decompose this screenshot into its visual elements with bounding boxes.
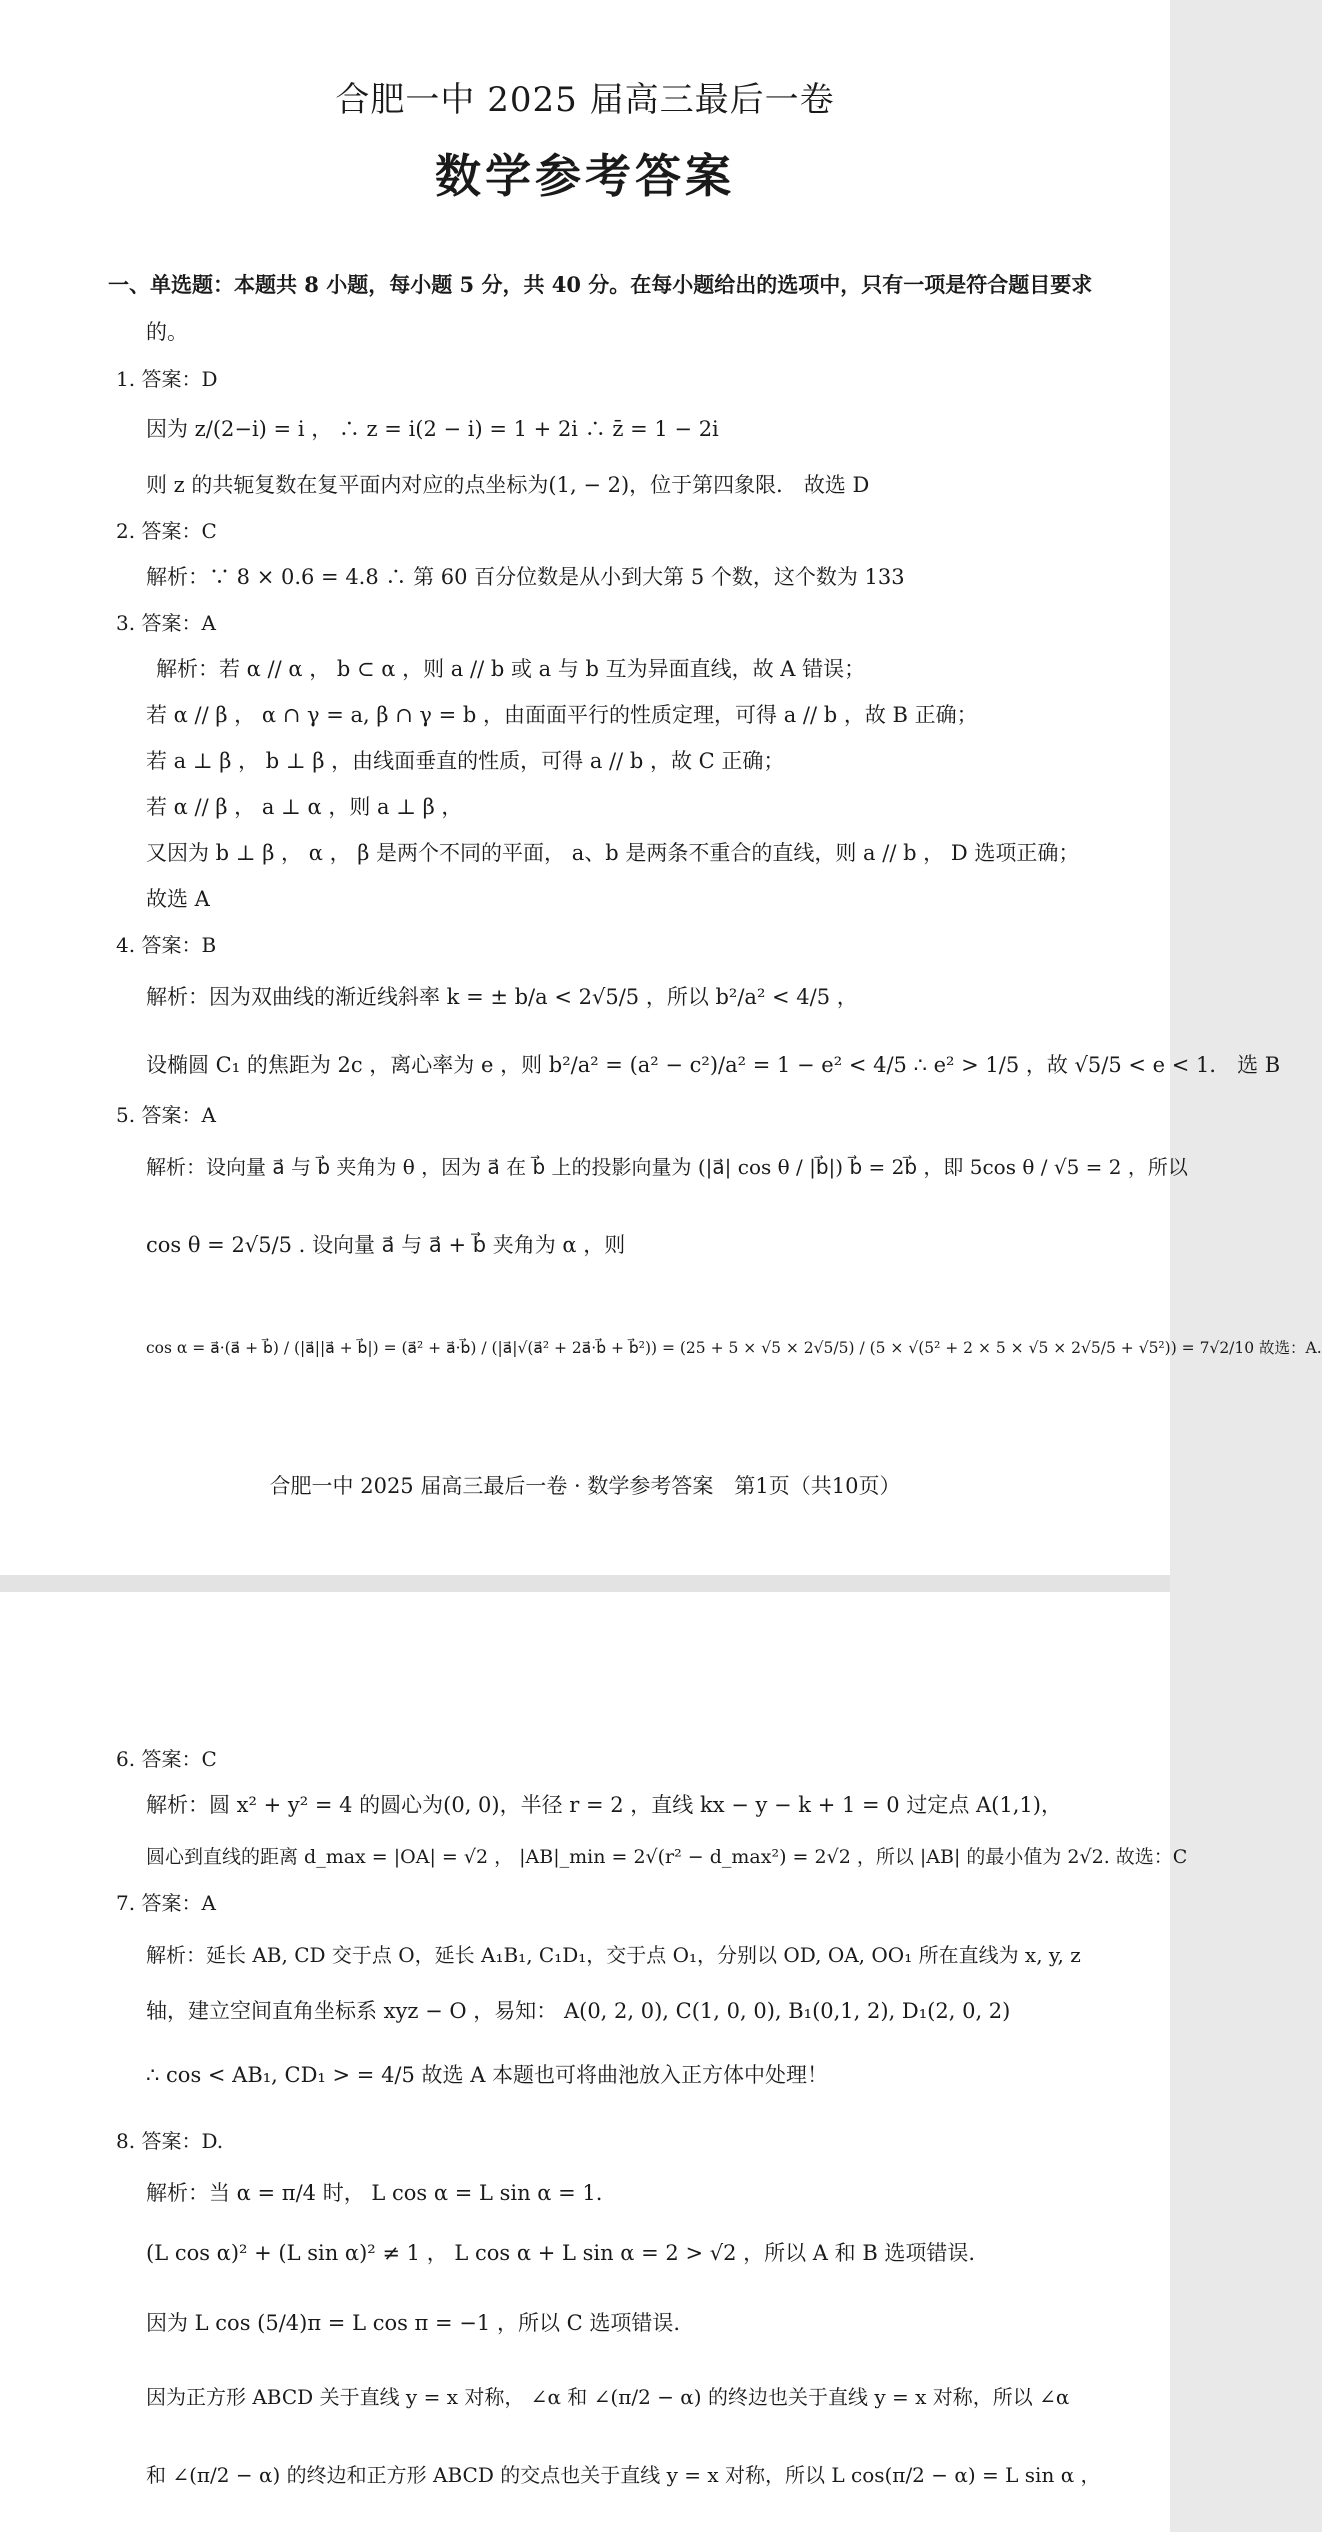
section-heading-line1: 一、单选题：本题共 8 小题，每小题 5 分，共 40 分。在每小题给出的选项中，只有一项是符合题目要求	[108, 272, 1093, 297]
q8-line3: 因为 L cos (5/4)π = L cos π = −1 ，所以 C 选项错误.	[146, 2311, 681, 2335]
q4-answer: 4. 答案：B	[116, 933, 217, 957]
page-footer: 合肥一中 2025 届高三最后一卷 · 数学参考答案 第1页（共10页）	[269, 1474, 901, 1498]
q3-line3: 若 a ⊥ β ， b ⊥ β ，由线面垂直的性质，可得 a // b ，故 C 正确；	[146, 749, 785, 773]
q7-line2: 轴，建立空间直角坐标系 xyz − O ，易知： A(0, 2, 0), C(1, 0, 0), B₁(0,1, 2), D₁(2, 0, 2)	[146, 1999, 1011, 2023]
q8-line2: (L cos α)² + (L sin α)² ≠ 1 ， L cos α + L sin α = 2 > √2 ，所以 A 和 B 选项错误.	[146, 2241, 976, 2265]
q3-line6: 故选 A	[146, 887, 210, 911]
page-gap	[0, 1575, 1170, 1592]
q5-line2: cos θ = 2√5/5 . 设向量 a⃗ 与 a⃗ + b⃗ 夹角为 α ，则	[146, 1233, 626, 1257]
exam-title: 合肥一中 2025 届高三最后一卷	[335, 80, 835, 120]
q4-line2: 设椭圆 C₁ 的焦距为 2c ，离心率为 e ，则 b²/a² = (a² − c²)/a² = 1 − e² < 4/5 ∴ e² > 1/5 ，故 √5/5 < e < 1． 选 B	[146, 1053, 1281, 1077]
q8-line4: 因为正方形 ABCD 关于直线 y = x 对称， ∠α 和 ∠(π/2 − α) 的终边也关于直线 y = x 对称，所以 ∠α	[146, 2385, 1070, 2409]
q5-line1: 解析：设向量 a⃗ 与 b⃗ 夹角为 θ ，因为 a⃗ 在 b⃗ 上的投影向量为 (|a⃗| cos θ / |b⃗|) b⃗ = 2b⃗ ，即 5cos θ / √5 = 2 ，所以	[146, 1155, 1188, 1179]
q4-line1: 解析：因为双曲线的渐近线斜率 k = ± b/a < 2√5/5 ，所以 b²/a² < 4/5 ，	[146, 985, 858, 1009]
q2-line1: 解析：∵ 8 × 0.6 = 4.8 ∴ 第 60 百分位数是从小到大第 5 个数，这个数为 133	[146, 565, 905, 589]
q6-answer: 6. 答案：C	[116, 1747, 217, 1771]
q6-line1: 解析：圆 x² + y² = 4 的圆心为(0, 0)，半径 r = 2 ，直线 kx − y − k + 1 = 0 过定点 A(1,1)，	[146, 1793, 1062, 1817]
q7-answer: 7. 答案：A	[116, 1891, 216, 1915]
page-2	[0, 1592, 1188, 2532]
q5-answer: 5. 答案：A	[116, 1103, 216, 1127]
q7-line3: ∴ cos < AB₁, CD₁ > = 4/5 故选 A 本题也可将曲池放入正方体中处理！	[146, 2063, 829, 2087]
section-heading-line2: 的。	[146, 320, 188, 344]
q3-line4: 若 α // β ， a ⊥ α ，则 a ⊥ β ，	[146, 795, 463, 819]
q3-answer: 3. 答案：A	[116, 611, 216, 635]
q1-answer: 1. 答案：D	[116, 367, 218, 391]
q8-line1: 解析：当 α = π/4 时， L cos α = L sin α = 1.	[146, 2181, 603, 2205]
q3-line1: 解析：若 α // α ， b ⊂ α ，则 a // b 或 a 与 b 互为异面直线，故 A 错误；	[156, 657, 866, 681]
document-subtitle: 数学参考答案	[435, 149, 735, 203]
q1-line1: 因为 z/(2−i) = i ， ∴ z = i(2 − i) = 1 + 2i ∴ z̄ = 1 − 2i	[146, 417, 719, 441]
q3-line5: 又因为 b ⊥ β ， α ， β 是两个不同的平面， a、b 是两条不重合的直线，则 a // b ， D 选项正确；	[146, 841, 1080, 865]
q2-answer: 2. 答案：C	[116, 519, 217, 543]
q6-line2: 圆心到直线的距离 d_max = |OA| = √2 ， |AB|_min = 2√(r² − d_max²) = 2√2 ，所以 |AB| 的最小值为 2√2. 故选：C	[146, 1846, 1188, 1868]
q7-line1: 解析：延长 AB, CD 交于点 O，延长 A₁B₁, C₁D₁，交于点 O₁，分别以 OD, OA, OO₁ 所在直线为 x, y, z	[146, 1943, 1081, 1967]
q1-line2: 则 z 的共轭复数在复平面内对应的点坐标为(1, − 2)，位于第四象限． 故选 D	[146, 473, 870, 497]
q5-line3: cos α = a⃗·(a⃗ + b⃗) / (|a⃗||a⃗ + b⃗|) = (a⃗² + a⃗·b⃗) / (|a⃗|√(a⃗² + 2a⃗·b⃗ + b⃗²)) = (25 + 5 × √5 × 2√5/5) / (5 × √(5² + 2 × 5 × √5 × 2√5/5 + √5²)) = 7√2/10 故选：A.	[146, 1339, 1322, 1357]
q8-line5: 和 ∠(π/2 − α) 的终边和正方形 ABCD 的交点也关于直线 y = x 对称，所以 L cos(π/2 − α) = L sin α ，	[146, 2463, 1101, 2487]
q3-line2: 若 α // β ， α ∩ γ = a, β ∩ γ = b ，由面面平行的性质定理，可得 a // b ，故 B 正确；	[146, 703, 978, 727]
q8-answer: 8. 答案：D.	[116, 2129, 224, 2153]
